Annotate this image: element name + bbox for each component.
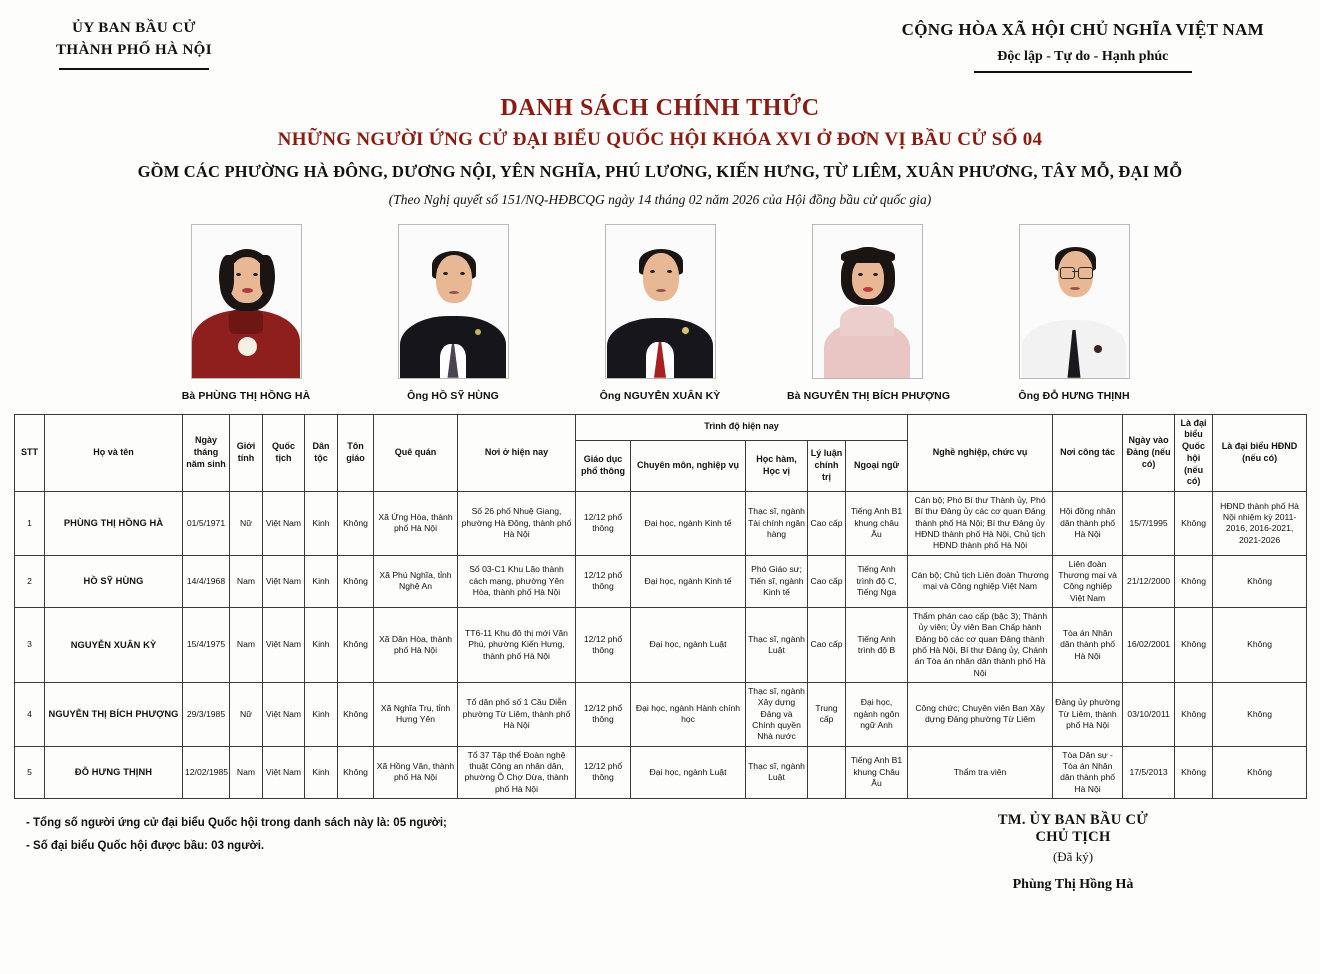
col-header-workplace: Nơi công tác — [1053, 414, 1123, 491]
cell-name: NGUYỄN XUÂN KỲ — [45, 608, 183, 683]
table-row — [15, 555, 1307, 607]
hair-left-shape — [219, 255, 234, 295]
candidate-table-wrapper — [14, 414, 1306, 799]
candidate-photo-4 — [787, 224, 951, 402]
cell-hometown: Xã Hồng Vân, thành phố Hà Nội — [374, 746, 458, 798]
cell-academic: Thạc sĩ, ngành Luật — [746, 608, 808, 683]
cell-na-deputy: Không — [1175, 746, 1213, 798]
mouth-shape — [449, 291, 459, 294]
cell-politics: Cao cấp — [808, 608, 846, 683]
title-block — [0, 95, 1320, 208]
table-head — [15, 414, 1307, 491]
cell-specialty: Đại học, ngành Luật — [631, 746, 746, 798]
national-heading-block — [902, 18, 1264, 73]
photo-frame — [1019, 224, 1130, 379]
cell-ethnicity: Kinh — [305, 608, 338, 683]
cell-politics: Cao cấp — [808, 491, 846, 555]
cell-ethnicity: Kinh — [305, 491, 338, 555]
cell-sex: Nữ — [230, 683, 263, 747]
cell-party-date: 17/5/2013 — [1123, 746, 1175, 798]
col-header-pc-deputy: Là đại biểu HĐND (nếu có) — [1213, 414, 1307, 491]
eye-left-shape — [650, 270, 655, 273]
table-body — [15, 491, 1307, 798]
mouth-shape — [1070, 287, 1080, 290]
col-header-sex: Giới tính — [230, 414, 263, 491]
photo-frame — [398, 224, 509, 379]
cell-specialty: Đại học, ngành Luật — [631, 608, 746, 683]
legal-reference: (Theo Nghị quyết số 151/NQ-HĐBCQG ngày 14 tháng 02 năm 2026 của Hội đồng bầu cử quốc gia) — [388, 191, 932, 207]
col-header-education: Giáo dục phổ thông — [576, 440, 631, 491]
signature-authority: TM. ỦY BAN BẦU CỬ — [997, 812, 1149, 829]
cell-residence: Số 03-C1 Khu Lão thành cách mạng, phường Yên Hòa, thành phố Hà Nội — [458, 555, 576, 607]
cell-academic: Thạc sĩ, ngành Xây dựng Đảng và Chính quyền Nhà nước — [746, 683, 808, 747]
cell-specialty: Đại học, ngành Hành chính học — [631, 683, 746, 747]
cell-dob: 15/4/1975 — [183, 608, 230, 683]
cell-language: Tiếng Anh B1 khung Châu Âu — [846, 746, 908, 798]
cell-name: HỒ SỸ HÙNG — [45, 555, 183, 607]
issuing-authority-block — [56, 18, 212, 73]
eye-right-shape — [667, 270, 672, 273]
wards-list: GỒM CÁC PHƯỜNG HÀ ĐÔNG, DƯƠNG NỘI, YÊN NGHĨA, PHÚ LƯƠNG, KIẾN HƯNG, TỪ LIÊM, XUÂN PHƯƠNG, TÂY MỖ, ĐẠI MỖ — [137, 161, 1183, 181]
cell-hometown: Xã Ứng Hòa, thành phố Hà Nội — [374, 491, 458, 555]
cell-residence: Tổ 37 Tập thể Đoàn nghệ thuật Công an nhân dân, phường Ô Chợ Dừa, thành phố Hà Nội — [458, 746, 576, 798]
eye-left-shape — [236, 273, 241, 276]
cell-workplace: Tòa Dân sự - Tòa án Nhân dân thành phố Hà Nội — [1053, 746, 1123, 798]
candidate-photo-2 — [373, 224, 533, 402]
mouth-shape — [863, 287, 873, 292]
eye-right-shape — [253, 273, 258, 276]
photo-frame — [191, 224, 302, 379]
cell-religion: Không — [338, 555, 374, 607]
cell-dob: 29/3/1985 — [183, 683, 230, 747]
cell-nationality: Việt Nam — [263, 555, 305, 607]
national-motto: Độc lập - Tự do - Hạnh phúc — [997, 48, 1169, 64]
document-header — [0, 0, 1320, 73]
glasses-bridge-icon — [1072, 271, 1079, 272]
face-shape — [643, 253, 679, 301]
cell-pc-deputy: Không — [1213, 683, 1307, 747]
cell-party-date: 21/12/2000 — [1123, 555, 1175, 607]
cell-religion: Không — [338, 491, 374, 555]
photo-caption: Bà PHÙNG THỊ HỒNG HÀ — [181, 389, 311, 402]
cell-language: Đại học, ngành ngôn ngữ Anh — [846, 683, 908, 747]
face-shape — [852, 257, 884, 299]
cell-na-deputy: Không — [1175, 683, 1213, 747]
cell-sex: Nam — [230, 746, 263, 798]
authority-underline — [59, 68, 209, 70]
cell-sex: Nam — [230, 555, 263, 607]
col-header-dob: Ngày tháng năm sinh — [183, 414, 230, 491]
cell-nationality: Việt Nam — [263, 746, 305, 798]
candidate-photo-5 — [994, 224, 1154, 402]
cell-hometown: Xã Phú Nghĩa, tỉnh Nghệ An — [374, 555, 458, 607]
signature-role: CHỦ TỊCH — [1035, 829, 1111, 846]
bangs-shape — [841, 249, 895, 263]
cell-stt: 2 — [15, 555, 45, 607]
mouth-shape — [656, 289, 666, 292]
cell-name: NGUYỄN THỊ BÍCH PHƯỢNG — [45, 683, 183, 747]
cell-education: 12/12 phổ thông — [576, 491, 631, 555]
cell-occupation: Thẩm tra viên — [908, 746, 1053, 798]
eye-left-shape — [858, 273, 863, 276]
cell-workplace: Tòa án Nhân dân thành phố Hà Nội — [1053, 608, 1123, 683]
cell-education: 12/12 phổ thông — [576, 746, 631, 798]
signature-signed-note: (Đã ký) — [1052, 849, 1094, 865]
cell-party-date: 16/02/2001 — [1123, 608, 1175, 683]
cell-residence: TT6-11 Khu đô thị mới Văn Phú, phường Kiến Hưng, thành phố Hà Nội — [458, 608, 576, 683]
cell-pc-deputy: HĐND thành phố Hà Nội nhiệm kỳ 2011-2016, 2016-2021, 2021-2026 — [1213, 491, 1307, 555]
signature-name: Phùng Thị Hồng Hà — [1012, 877, 1134, 893]
cell-religion: Không — [338, 683, 374, 747]
cell-sex: Nam — [230, 608, 263, 683]
cell-na-deputy: Không — [1175, 608, 1213, 683]
col-header-specialty: Chuyên môn, nghiệp vụ — [631, 440, 746, 491]
photo-frame — [812, 224, 923, 379]
cell-workplace: Hội đồng nhân dân thành phố Hà Nội — [1053, 491, 1123, 555]
cell-language: Tiếng Anh trình độ B — [846, 608, 908, 683]
col-header-na-deputy: Là đại biểu Quốc hội (nếu có) — [1175, 414, 1213, 491]
table-row — [15, 683, 1307, 747]
candidate-photo-row — [0, 224, 1320, 402]
col-header-academic: Học hàm, Học vị — [746, 440, 808, 491]
cell-ethnicity: Kinh — [305, 555, 338, 607]
motto-underline — [974, 71, 1192, 73]
summary-note-elected: - Số đại biểu Quốc hội được bầu: 03 người. — [26, 840, 265, 853]
glasses-left-icon — [1060, 267, 1075, 279]
cell-na-deputy: Không — [1175, 555, 1213, 607]
cell-academic: Phó Giáo sư; Tiến sĩ, ngành Kinh tế — [746, 555, 808, 607]
cell-ethnicity: Kinh — [305, 683, 338, 747]
cell-residence: Tổ dân phố số 1 Cầu Diễn phường Từ Liêm, thành phố Hà Nội — [458, 683, 576, 747]
cell-occupation: Cán bộ; Chủ tịch Liên đoàn Thương mại và Công nghiệp Việt Nam — [908, 555, 1053, 607]
table-row — [15, 491, 1307, 555]
photo-caption: Ông HỒ SỸ HÙNG — [407, 389, 499, 402]
cell-specialty: Đại học, ngành Kinh tế — [631, 491, 746, 555]
glasses-right-icon — [1078, 267, 1093, 279]
cell-ethnicity: Kinh — [305, 746, 338, 798]
hair-right-shape — [260, 255, 275, 295]
authority-line-1: ỦY BAN BẦU CỬ — [72, 20, 196, 36]
cell-nationality: Việt Nam — [263, 608, 305, 683]
cell-academic: Thạc sĩ, ngành Tài chính ngân hàng — [746, 491, 808, 555]
cell-hometown: Xã Nghĩa Trụ, tỉnh Hưng Yên — [374, 683, 458, 747]
candidate-table — [14, 414, 1307, 799]
col-header-nationality: Quốc tịch — [263, 414, 305, 491]
cell-party-date: 03/10/2011 — [1123, 683, 1175, 747]
page-subtitle: NHỮNG NGƯỜI ỨNG CỬ ĐẠI BIỂU QUỐC HỘI KHÓA XVI Ở ĐƠN VỊ BẦU CỬ SỐ 04 — [277, 128, 1043, 150]
cell-nationality: Việt Nam — [263, 491, 305, 555]
col-header-stt: STT — [15, 414, 45, 491]
col-header-residence: Nơi ở hiện nay — [458, 414, 576, 491]
cell-hometown: Xã Dân Hòa, thành phố Hà Nội — [374, 608, 458, 683]
cell-workplace: Liên đoàn Thương mại và Công nghiệp Việt Nam — [1053, 555, 1123, 607]
cell-occupation: Cán bộ; Phó Bí thư Thành ủy, Phó Bí thư Đảng ủy các cơ quan Đảng thành phố Hà Nội; Bí thư Đảng ủy HĐND thành phố Hà Nội, Chủ tịch HĐND thành phố Hà Nội — [908, 491, 1053, 555]
col-header-party-date: Ngày vào Đảng (nếu có) — [1123, 414, 1175, 491]
photo-caption: Bà NGUYỄN THỊ BÍCH PHƯỢNG — [787, 389, 951, 402]
candidate-photo-1 — [166, 224, 326, 402]
cell-occupation: Công chức; Chuyên viên Ban Xây dựng Đảng phường Từ Liêm — [908, 683, 1053, 747]
photo-caption: Ông ĐỖ HƯNG THỊNH — [1018, 389, 1130, 402]
lapel-badge-icon — [682, 327, 689, 334]
cell-language: Tiếng Anh B1 khung châu Âu — [846, 491, 908, 555]
cell-na-deputy: Không — [1175, 491, 1213, 555]
collar-shape — [840, 306, 894, 336]
cell-religion: Không — [338, 746, 374, 798]
col-header-hometown: Quê quán — [374, 414, 458, 491]
eye-right-shape — [460, 272, 465, 275]
cell-stt: 1 — [15, 491, 45, 555]
photo-frame — [605, 224, 716, 379]
cell-sex: Nữ — [230, 491, 263, 555]
cell-party-date: 15/7/1995 — [1123, 491, 1175, 555]
page-title: DANH SÁCH CHÍNH THỨC — [500, 94, 820, 121]
cell-language: Tiếng Anh trình độ C, Tiếng Nga — [846, 555, 908, 607]
cell-name: PHÙNG THỊ HỒNG HÀ — [45, 491, 183, 555]
col-header-ethnicity: Dân tộc — [305, 414, 338, 491]
col-header-politics: Lý luận chính trị — [808, 440, 846, 491]
cell-politics: Cao cấp — [808, 555, 846, 607]
cell-residence: Số 26 phố Nhuệ Giang, phường Hà Đông, thành phố Hà Nội — [458, 491, 576, 555]
face-shape — [436, 255, 472, 303]
cell-name: ĐỖ HƯNG THỊNH — [45, 746, 183, 798]
cell-stt: 5 — [15, 746, 45, 798]
cell-occupation: Thẩm phán cao cấp (bậc 3); Thành ủy viên; Ủy viên Ban Chấp hành Đảng bộ các cơ quan Đảng thành phố Hà Nội, Bí thư Đảng ủy, Chánh án Tòa án nhân dân thành phố Hà Nội — [908, 608, 1053, 683]
cell-religion: Không — [338, 608, 374, 683]
authority-line-2: THÀNH PHỐ HÀ NỘI — [56, 41, 212, 58]
flower-shape — [238, 337, 257, 356]
cell-pc-deputy: Không — [1213, 746, 1307, 798]
eye-left-shape — [443, 272, 448, 275]
cell-specialty: Đại học, ngành Kinh tế — [631, 555, 746, 607]
table-row — [15, 746, 1307, 798]
cell-education: 12/12 phổ thông — [576, 555, 631, 607]
eye-right-shape — [873, 273, 878, 276]
cell-politics: Trung cấp — [808, 683, 846, 747]
table-row — [15, 608, 1307, 683]
lapel-badge-icon — [1094, 345, 1102, 353]
document-footer — [26, 812, 1306, 893]
signature-block — [888, 812, 1258, 893]
cell-academic: Thạc sĩ, ngành Luật — [746, 746, 808, 798]
country-name: CỘNG HÒA XÃ HỘI CHỦ NGHĨA VIỆT NAM — [901, 20, 1264, 39]
cell-dob: 12/02/1985 — [183, 746, 230, 798]
cell-stt: 4 — [15, 683, 45, 747]
cell-nationality: Việt Nam — [263, 683, 305, 747]
cell-dob: 01/5/1971 — [183, 491, 230, 555]
lapel-badge-icon — [475, 329, 481, 335]
table-group-header-row — [15, 414, 1307, 440]
summary-notes — [26, 812, 447, 893]
cell-stt: 3 — [15, 608, 45, 683]
mouth-shape — [242, 288, 253, 293]
cell-education: 12/12 phổ thông — [576, 608, 631, 683]
candidate-photo-3 — [580, 224, 740, 402]
col-header-language: Ngoại ngữ — [846, 440, 908, 491]
col-group-header-qualifications: Trình độ hiện nay — [576, 414, 908, 440]
cell-education: 12/12 phổ thông — [576, 683, 631, 747]
collar-shape — [229, 310, 263, 334]
cell-pc-deputy: Không — [1213, 555, 1307, 607]
col-header-religion: Tôn giáo — [338, 414, 374, 491]
photo-caption: Ông NGUYỄN XUÂN KỲ — [599, 389, 721, 402]
cell-dob: 14/4/1968 — [183, 555, 230, 607]
col-header-occupation: Nghề nghiệp, chức vụ — [908, 414, 1053, 491]
summary-note-total: - Tổng số người ứng cử đại biểu Quốc hội trong danh sách này là: 05 người; — [26, 817, 447, 830]
cell-workplace: Đảng ủy phường Từ Liêm, thành phố Hà Nội — [1053, 683, 1123, 747]
cell-pc-deputy: Không — [1213, 608, 1307, 683]
col-header-name: Họ và tên — [45, 414, 183, 491]
cell-politics — [808, 746, 846, 798]
